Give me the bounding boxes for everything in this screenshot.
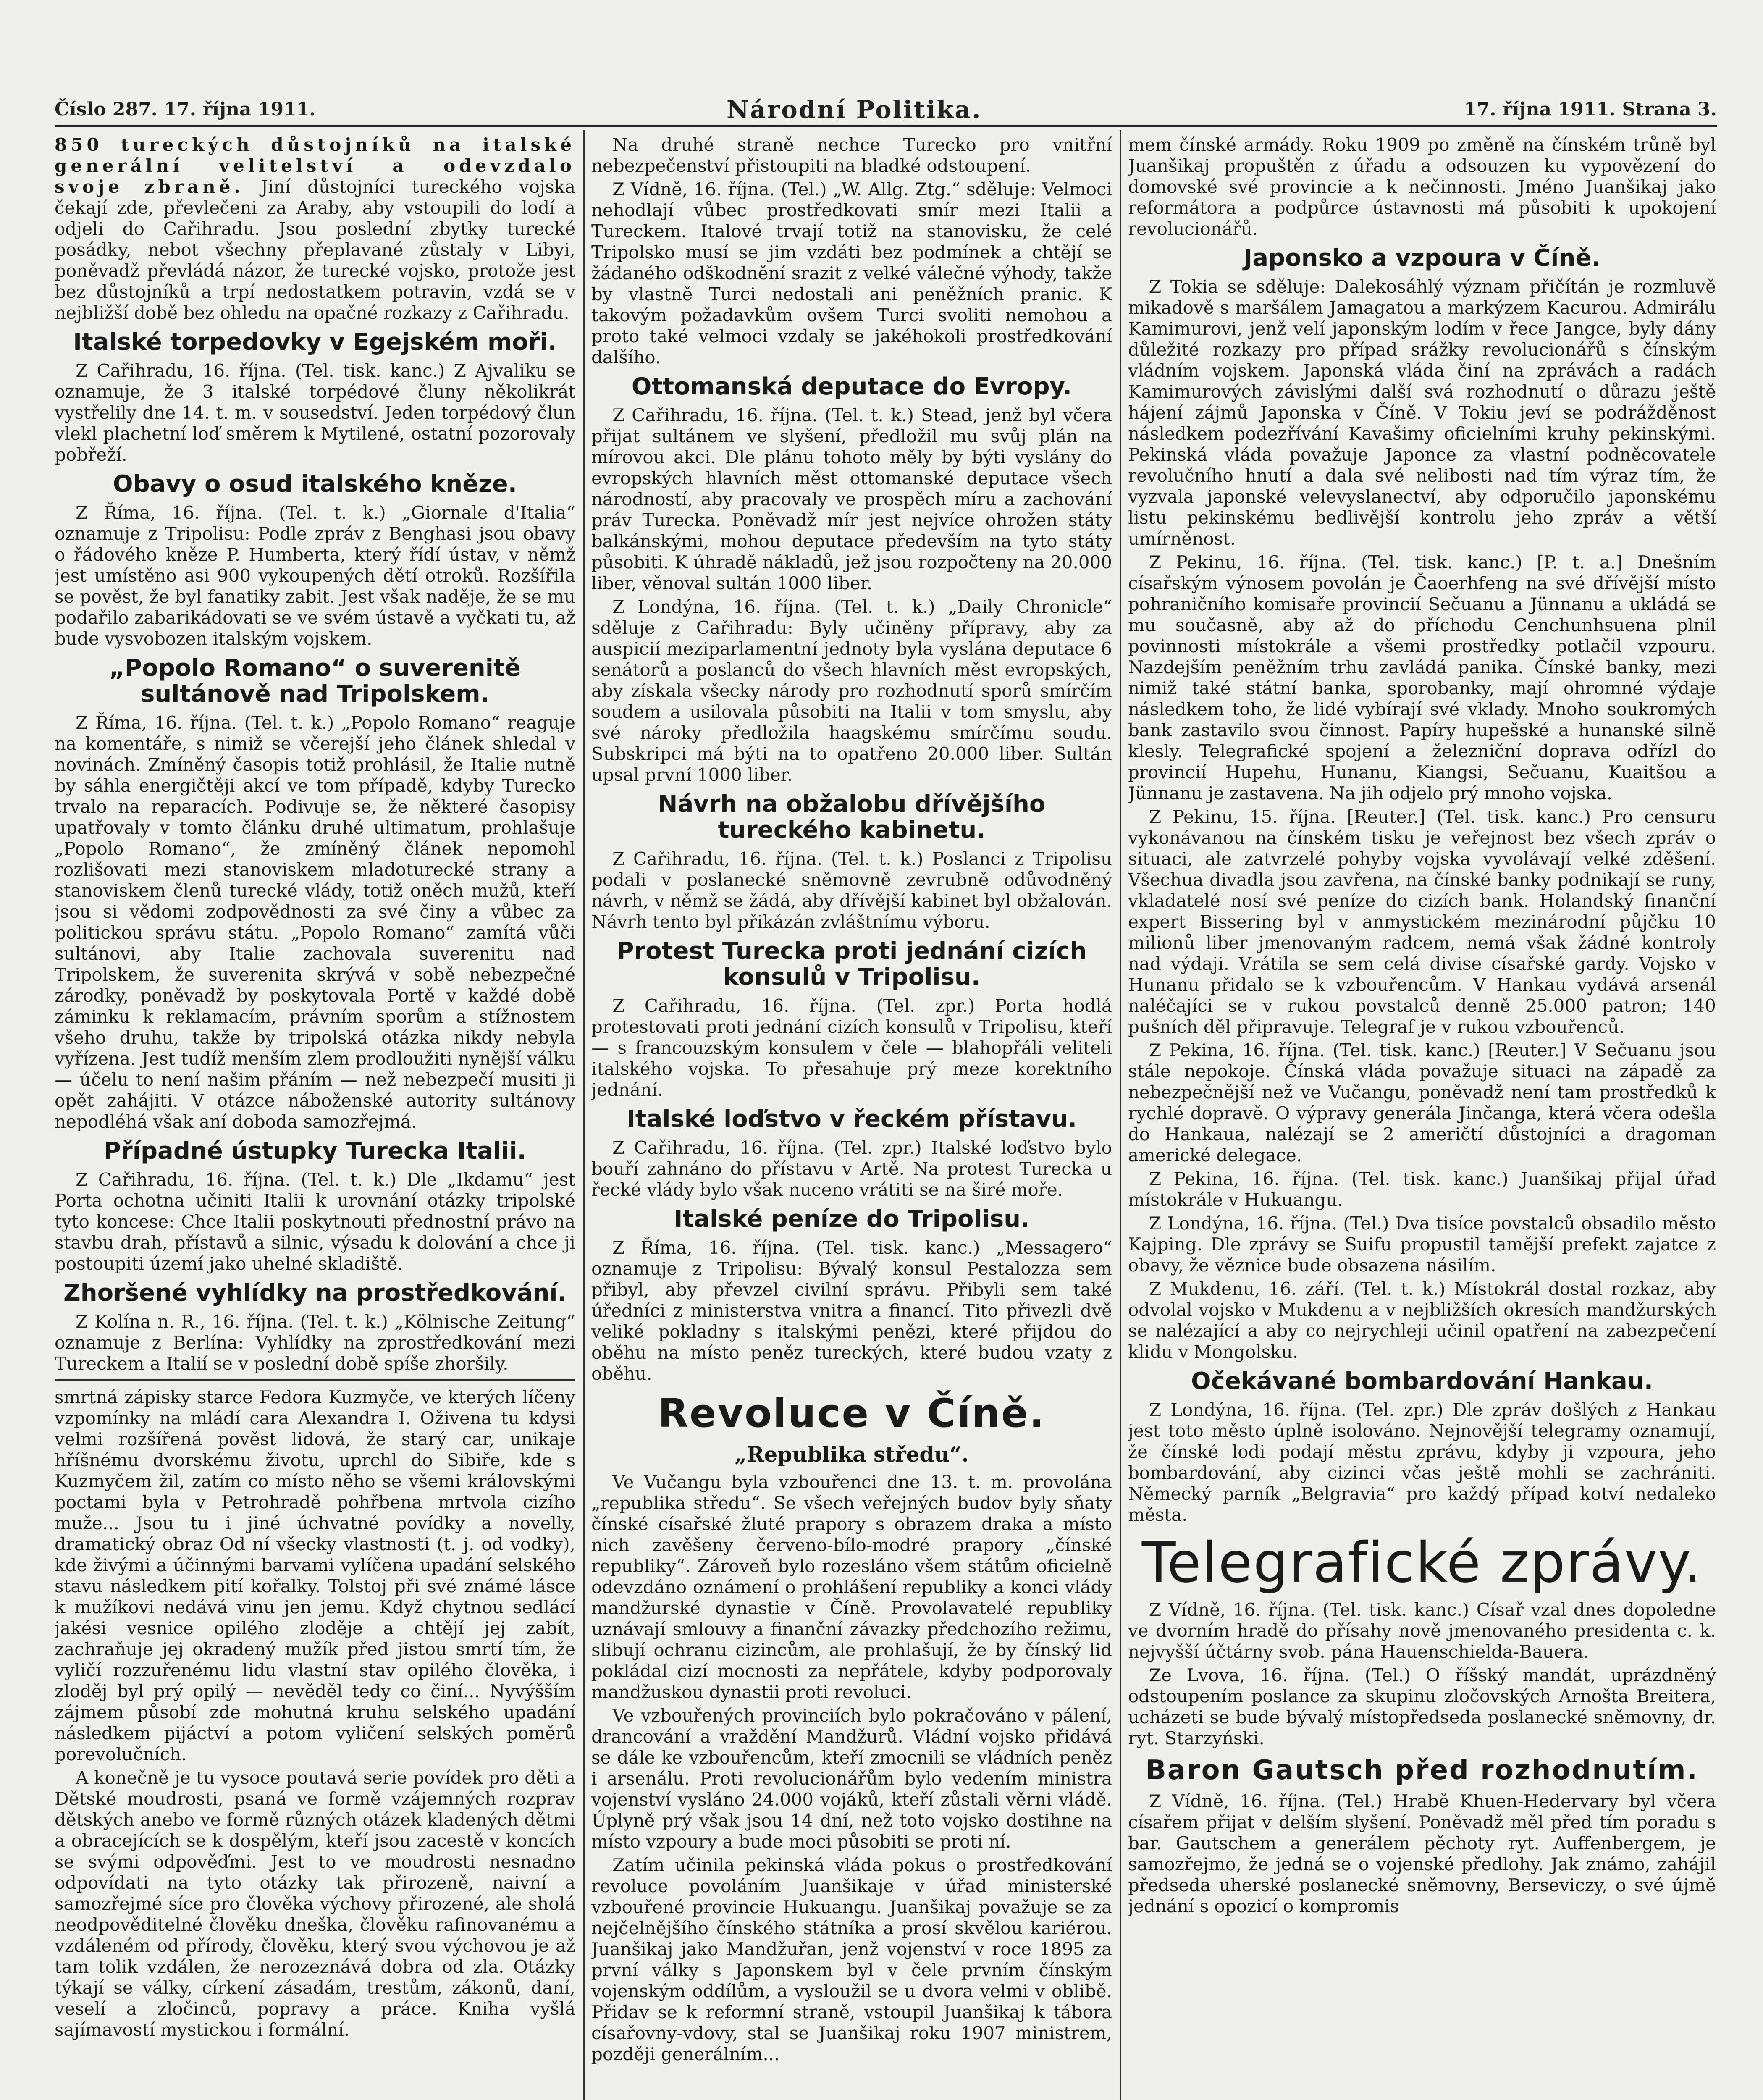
article-text: Z Pekinu, 15. října. [Reuter.] (Tel. tisk. kanc.) Pro censuru vykonávanou na čínském tisku je veřejnost bez všech zpráv o situaci, ale zatvrzelé pohyby vojska vyvolávají velké zděšení. Všechua divadla jsou zavřena, na čínské banky podnikají se runy, vkladatelé nosí své peníze do cizích bank. Holandský finanční expert Bissering byl v anmystickém mezinárodní půjčku 10 milionů liber jmenovaným radcem, nemá však žádné kontroly nad výdaji. Vrátila se sem celá divise císařské gardy. Vojsko v Hunanu přidalo se k vzbouřencům. V Hankau vydává arsenál naléčajíci se v rukou povstalců denně 25.000 patron; 140 pušních děl připravuje. Telegraf je v rukou vzbouřenců. (1128, 806, 1716, 1037)
article-text: Z Pekinu, 16. října. (Tel. tisk. kanc.) [P. t. a.] Dnešním císařským výnosem povolán je Čaoerhfeng na své dřívější místo pohraničního komisaře provincií Sečuanu a Jünnanu a ukládá se mu současně, aby až do příchodu Cenchunhsuena plnil povinnosti místokrále a všemi prostředky potlačil vzpouru. Nazdejším peněžním trhu zavládá panika. Čínské banky, mezi nimiž také státní banka, sporobanky, mají ohromné výdaje následkem toho, že lidé vybírají své vklady. Mnoho soukromých bank zastavilo svou činnost. Papíry hupešské a hunanské silně klesly. Telegrafické spojení a železniční doprava odřízl do provincií Hupehu, Hunanu, Kiangsi, Sečuanu, Kuaitšou a Jünnanu je zastavena. Na jih odjelo prý mnoho vojska. (1128, 552, 1716, 803)
headline: Ottomanská deputace do Evropy. (631, 373, 1072, 400)
headline: Protest Turecka proti jednání cizích konsulů v Tripolisu. (617, 937, 1087, 991)
article-text: Z Říma, 16. října. (Tel. t. k.) „Popolo Romano“ reaguje na komentáře, s nimiž se včerejší jeho článek shledal v novinách. Zmíněný časopis totiž prohlásil, že Italie nutně by sáhla energičtěji akcí ve tom případě, kdyby Turecko trvalo na reparacích. Podivuje se, že některé časopisy upatřovaly v tomto článku druhé ultimatum, prohlašuje „Popolo Romano“, že zmíněný článek nepomohl rozlišovati mezi stanoviskem mladoturecké strany a stanoviskem členů turecké vlády, totiž oněch mužů, kteří jsou si vědomi zodpovědnosti za své činy a vůbec za politickou správu státu. „Popolo Romano“ zamítá vůči sultánovi, aby Italie zachovala suverenitu nad Tripolskem, že suverenita skrývá v sobě nebezpečné zárodky, poněvadž by poskytovala Portě v každé době záminku k reklamacím, právním sporům a stížnostem všeho druhu, takže by tripolská otázka nikdy nebyla vyřízena. Jest tudíž menším zlem prodloužiti nynější válku — účelu to není našim přáním — než nebezpečí musiti ji opět zahájiti. V otázce náboženské autority sultánovy nepodléhá však aní doboda samozřejmá. (55, 712, 575, 1132)
article-text: mem čínské armády. Roku 1909 po změně na čínském trůně byl Juanšikaj propuštěn z úřadu a odsouzen ku vypovězení do domovské své provincie a k nečinnosti. Jméno Juanšikaj jako reformátora a podpůrce ústavnosti má působiti k upokojení revolucionářů. (1128, 134, 1716, 239)
headline: Očekávané bombardování Hankau. (1191, 1368, 1653, 1395)
article-text: Ze Lvova, 16. října. (Tel.) O říšský mandát, uprázdněný odstoupením poslance za skupinu zločovských Arnošta Breitera, ucházeti se bude bývalý místopředseda poslanecké sněmovny, dr. ryt. Starzyński. (1128, 1665, 1716, 1748)
column-1 (55, 134, 575, 2100)
article-text: Z Vídně, 16. října. (Tel.) Hrabě Khuen-Hedervary byl včera císařem přijat v delším slyšení. Poněvadž měl před tím poradu s bar. Gautschem a generálem pěchoty ryt. Auffenbergem, je samozřejmo, že jedná se o vojenské předlohy. Jak známo, zahájil předseda uherské poslanecké sněmovny, Berseviczy, o své újmě jednání s opozicí o kompromis (1128, 1791, 1716, 1916)
article-text: Zatím učinila pekinská vláda pokus o prostředkování revoluce povoláním Juanšikaje v úřad ministerské vzbouřené provincie Hukuangu. Juanšikaj považuje se za nejčelnějšího čínského státníka a prosí skvělou kariérou. Juanšikaj jako Mandžuřan, jenž vojenství v roce 1895 za první války s Japonskem byl v čele prvním čínským vojenským oddílům, a vysloužil se u dvora velmi v oblibě. Přidav se k reformní straně, vstoupil Juanšikaj k tábora císařovny-vdovy, stal se Juanšikaj roku 1907 ministrem, později generálním... (591, 1855, 1112, 2064)
headline: Návrh na obžalobu dřívějšího tureckého kabinetu. (658, 790, 1046, 844)
article-text: Z Cařihradu, 16. října. (Tel. tisk. kanc.) Z Ajvaliku se oznamuje, že 3 italské torpédové čluny několikrát vystřelily dne 14. t. m. v sousedství. Jeden torpédový člun vlekl plachetní loď směrem k Mytilené, ostatní pozorovaly pobřeží. (55, 360, 575, 465)
article-text: Z Kolína n. R., 16. října. (Tel. t. k.) „Kölnische Zeitung“ oznamuje z Berlína: Vyhlídky na zprostředkování mezi Tureckem a Italií se v poslední době spíše zhoršily. (55, 1311, 575, 1374)
headline: Případné ústupky Turecka Italii. (104, 1137, 526, 1165)
column-divider (1120, 130, 1121, 2100)
article-text: Z Vídně, 16. října. (Tel. tisk. kanc.) Císař vzal dnes dopoledne ve dvorním hradě do přísahy nově jmenovaného presidenta c. k. nejvyšší účtárny svob. pána Hauenschielda-Bauera. (1128, 1599, 1716, 1662)
headline: Italské torpedovky v Egejském moři. (73, 328, 557, 356)
article-text: Ve vzbouřených provinciích bylo pokračováno v pálení, drancování a vraždění Mandžurů. Vládní vojsko přidává se dále ke vzbouřencům, kteří zmocnili se vládních peněz i arsenálu. Proti revolucionářům bylo vedením ministra vojenství vysláno 24.000 vojáků, kteří zůstali věrni vládě. Úplyně prý však jsou 14 dní, než toto vojsko dostihne na místo vzpoury a bude moci působiti se proti ní. (591, 1705, 1112, 1852)
subheadline: „Republika středu“. (735, 1442, 969, 1467)
section-headline: Revoluce v Číně. (658, 1391, 1046, 1436)
article-text: Z Vídně, 16. října. (Tel.) „W. Allg. Ztg.“ sděluje: Velmoci nehodlají vůbec prostředkovati smír mezi Italii a Tureckem. Italové trvají totiž na stanovisku, že celé Tripolsko musí se jim vzdáti bez podmínek a chtějí se žádaného odškodnění srazit z velké válečné výhody, takže by vlastně Turci nedostali ani peněžních pranic. K takovým požadavkům ovšem Turci svoliti nemohou a proto také velmoci vzdaly se jakéhokoli prostředkování dalšího. (591, 179, 1112, 368)
article-text: Z Cařihradu, 16. října. (Tel. t. k.) Dle „Ikdamu“ jest Porta ochotna učiniti Italii k urovnání otázky tripolské tyto koncese: Chce Italii poskytnouti přednostní právo na stavbu drah, přístavů a silnic, výsadu k dolování a chce ji postoupiti území jako uhelné skladiště. (55, 1169, 575, 1274)
headline: „Popolo Romano“ o suverenitě sultánově nad Tripolskem. (109, 654, 521, 708)
article-text: Z Cařihradu, 16. října. (Tel. t. k.) Stead, jenž byl včera přijat sultánem ve slyšení, předložil mu svůj plán na mírovou akci. Dle plánu tohoto měly by býti vyslány do evropských hlavních měst ottomanské deputace všech národností, aby pracovaly ve prospěch míru a zachování práv Turecka. Poněvadž mír jest nejvíce ohrožen státy balkánskými, mohou deputace především na tyto státy působiti. K úhradě nákladů, jež jsou rozpočteny na 20.000 liber, věnoval sultán 1000 liber. (591, 405, 1112, 593)
article-text: Z Říma, 16. října. (Tel. t. k.) „Giornale d'Italia“ oznamuje z Tripolisu: Podle zpráv z Benghasi jsou obavy o řádového kněze P. Humberta, který řídí ústav, v němž jest umístěno asi 900 vykoupených dětí otroků. Rozšířila se pověst, že byl fanatiky zabit. Jest však naděje, že se mu podařilo zabarikádovati se ve svém ústavě a vyčkati tu, až bude vysvobozen italským vojskem. (55, 502, 575, 649)
article-text: Z Cařihradu, 16. října. (Tel. zpr.) Porta hodlá protestovati proti jednání cizích konsulů v Tripolisu, kteří — s francouzským konsulem v čele — blahopřáli veliteli italského vojska. To přesahuje prý meze korektního jednání. (591, 995, 1112, 1100)
section-headline: Telegrafické zprávy. (1141, 1530, 1703, 1595)
headline: Obavy o osud italského kněze. (113, 470, 517, 498)
article-text: Na druhé straně nechce Turecko pro vnitřní nebezpečenství přistoupiti na bladké odstoupení. (591, 134, 1112, 176)
feuilleton-text: A konečně je tu vysoce poutavá serie povídek pro děti a Dětské moudrosti, psaná ve formě vzájemných rozprav dětských anebo ve formě různých otázek kladených dětmi a obracejících se k dospělým, kteří jsou zacestě v koncích se svými odpověďmi. Jest to ve moudrosti nesnadno odpovídati na tyto otázky tak přirozeně, naivní a samozřejmé síce pro člověka výchovy přirozené, ale sholá neodpověditelné člověku dneška, člověku rafinovanému a vzdáleném od přírody, člověku, který svou výchovou je až tam tolik vzdálen, že nerozeznává dobra od zla. Otázky týkají se války, církení zásadám, trestům, zákonů, daní, veselí a zločinců, popravy a práce. Kniha vyšlá sajímavostí mystickou i formální. (55, 1767, 575, 2040)
article-text: Z Tokia se sděluje: Dalekosáhlý význam přičítán je rozmluvě mikadově s maršálem Jamagatou a markýzem Kacurou. Admirálu Kamimurovi, jenž velí japonským lodím v řece Jangce, byly dány důležité rozkazy pro případ srážky revolucionářů s čínským vládním vojskem. Japonská vláda činí na zprávách a radách Kamimurových závislými další svá rozhodnutí o důrazu ještě hájení zájmů Japonska v Číně. V Tokiu jeví se podrážděnost následkem podezřívání Kavašimy oficielními kruhy pekinskými. Pekinská vláda považuje Japonce za vlastní podněcovatele revolučního hnutí a dala své nelibosti nad tím výraz tím, že vyzvala japonské velevyslanectví, aby odporučilo japonskému listu pekinskému bedlivější kontrolu jeho zpráv a větší umírněnost. (1128, 276, 1716, 549)
article-text: Z Říma, 16. října. (Tel. tisk. kanc.) „Messagero“ oznamuje z Tripolisu: Bývalý konsul Pestalozza sem přibyl, aby převzel civilní správu. Přibyli sem také úředníci z ministerstva vnitra a financí. Tito přivezli dvě veliké pokladny s italskými penězi, které přijdou do oběhu na místo peněz tureckých, které budou vzaty z oběhu. (591, 1237, 1112, 1384)
page-header (55, 90, 1717, 124)
newspaper-title: Národní Politika. (727, 95, 982, 124)
date-page-number: 17. října 1911. Strana 3. (1464, 99, 1717, 120)
issue-number: Číslo 287. 17. října 1911. (55, 99, 316, 120)
article-text: Z Londýna, 16. října. (Tel.) Dva tisíce povstalců obsadilo město Kajping. Dle zprávy se Suifu propustil tamější prefekt zajatce z obavy, že věznice bude obsazena násilím. (1128, 1213, 1716, 1276)
headline: Zhoršené vyhlídky na prostředkování. (63, 1279, 567, 1307)
headline: Italské peníze do Tripolisu. (674, 1205, 1030, 1233)
header-rule (55, 125, 1717, 127)
column-2 (591, 134, 1112, 2100)
headline: Japonsko a vzpoura v Číně. (1244, 244, 1600, 272)
article-text: 850 tureckých důstojníků na italské generální velitelství a odevzdalo svoje zbraně. Jiní důstojníci tureckého vojska čekají zde, převlečeni za Araby, aby vstoupili do lodí a odjeli do Cařihradu. Jsou poslední zbytky turecké posádky, nebot všechny přeplavané zůstaly v Libyi, poněvadž převládá názor, že turecké vojsko, protože jest bez důstojníků a trpí nedostatkem potravin, vzdá se v nejbližší době bez ohledu na opačné rozkazy z Cařihradu. (55, 134, 575, 323)
article-text: Z Cařihradu, 16. října. (Tel. zpr.) Italské loďstvo bylo bouří zahnáno do přístavu v Artě. Na protest Turecka u řecké vlády bylo však nuceno vrátiti se na širé moře. (591, 1137, 1112, 1200)
article-text: Ve Vučangu byla vzbouřenci dne 13. t. m. provolána „republika středu“. Se všech veřejných budov byly sňaty čínské císařské žluté prapory s obrazem draka a místo nich zavěšeny červeno-bílo-modré prapory „čínské republiky“. Zároveň bylo rozesláno všem státům oficielně odevzdáno oznámení o prohlášení republiky a konci vlády mandžurské dynastie v Číně. Provolavatelé republiky uznávají smlouvy a finanční závazky předchozího režimu, slibují ochranu cizincům, ale prohlašují, že by čínský lid pokládal cizí mocnosti za nepřátele, kdyby podporovaly mandžuskou dynastii proti revoluci. (591, 1472, 1112, 1702)
headline: Italské loďstvo v řeckém přístavu. (626, 1105, 1077, 1133)
article-text: Z Londýna, 16. října. (Tel. zpr.) Dle zpráv došlých z Hankau jest toto město úplně isolováno. Nejnovější telegramy oznamují, že čínské lodi podají městu zprávu, kdyby ji vzpoura, jeho bombardování, aby cizinci včas ještě mohli se zachrániti. Německý parník „Belgravia“ pro každý případ kotví nedaleko města. (1128, 1399, 1716, 1525)
article-text: Z Pekina, 16. října. (Tel. tisk. kanc.) Juanšikaj přijal úřad místokrále v Hukuangu. (1128, 1168, 1716, 1210)
feuilleton-text: smrtná zápisky starce Fedora Kuzmyče, ve kterých líčeny vzpomínky na mládí cara Alexandra I. Oživena tu kdysi velmi rozšířená pověst lidová, že starý car, unikaje hříšnému dvorskému životu, uprchl do Sibiře, kde s Kuzmyčem žil, zatím co místo něho se všemi královskými poctami byla v Petrohradě pohřbena mrtvola cizího muže... Jsou tu i jiné úchvatné povídky a novelly, dramatický obraz Od ní všecky vlastnosti (t. j. od vodky), kde živými a účinnými barvami vylíčena upadání selského stavu následkem pití kořalky. Tolstoj při své známé lásce k mužíkovi nedává vinu jen jemu. Když chytnou sedlácí jakési vesnice opilého zloděje a chtějí jej zabít, zachraňuje jej okradený mužík před jistou smrtí tím, že vyličí rozzuřenému lidu vlastní stav opilého člověka, i zloděj byl prý opilý — nevěděl tedy co činí... Nyvýšším zájmem působí zde mohutná kruhu selského upadání následkem pijáctví a potom vyličení selských poměrů porevolučních. (55, 1387, 575, 1764)
headline: Baron Gautsch před rozhodnutím. (1146, 1755, 1698, 1786)
column-divider (583, 130, 585, 2100)
article-text: Z Cařihradu, 16. října. (Tel. t. k.) Poslanci z Tripolisu podali v poslanecké sněmovně zevrubně odůvodněný návrh, v němž se žádá, aby dřívější kabinet byl obžalován. Návrh tento byl přikázán zvláštnímu výboru. (591, 848, 1112, 932)
article-text: Z Pekina, 16. října. (Tel. tisk. kanc.) [Reuter.] V Sečuanu jsou stále nepokoje. Čínská vláda považuje situaci na západě za nebezpečnější než ve Vučangu, poněvadž není tam prostředků k rychlé dopravě. O výpravy generála Jinčanga, která včera odešla do Hankaua, nalézají se 2 američtí důstojníci a dragoman americké delegace. (1128, 1040, 1716, 1166)
feuilleton-divider (55, 1379, 575, 1381)
article-text: Z Londýna, 16. října. (Tel. t. k.) „Daily Chronicle“ sděluje z Cařihradu: Byly učiněny přípravy, aby za auspicií meziparlamentní jednoty byla vyslána deputace 6 senátorů a poslanců do všech hlavních měst evropských, aby získala všecky národy pro rozhodnutí sporů smírčím soudem a usilovala působiti na Italii v tom smyslu, aby své nároky předložila haagskému smírčímu soudu. Subskripci má býti na to opatřeno 20.000 liber. Sultán upsal první 1000 liber. (591, 596, 1112, 785)
column-3 (1128, 134, 1716, 2100)
article-text: Z Mukdenu, 16. září. (Tel. t. k.) Místokrál dostal rozkaz, aby odvolal vojsko v Mukdenu a v nejbližších okresích mandžurských se nalézající a aby co nejrychleji učinil opatření na zabezpečení klidu v Mongolsku. (1128, 1278, 1716, 1362)
